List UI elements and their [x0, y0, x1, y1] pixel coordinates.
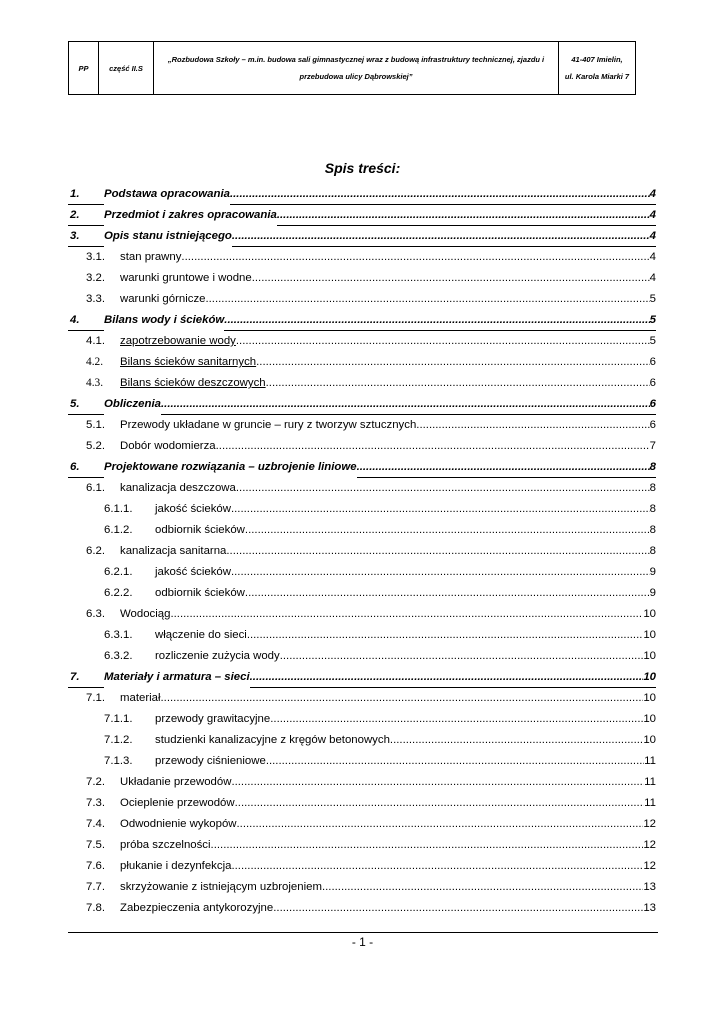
toc-entry-page: 8 [649, 461, 656, 473]
toc-entry-number: 6.2.2. [104, 587, 133, 599]
toc-entry-number: 5.2. [86, 440, 105, 452]
toc-entry-page: 12 [643, 860, 656, 872]
toc-entry[interactable] [68, 709, 656, 730]
toc-entry[interactable] [68, 835, 656, 856]
toc-entry-page: 8 [649, 524, 656, 536]
toc-entry[interactable] [68, 583, 656, 604]
toc-entry-number: 5.1. [86, 419, 105, 431]
table-of-contents [68, 184, 656, 919]
toc-entry-page: 4 [649, 230, 656, 242]
toc-entry[interactable] [68, 226, 656, 247]
toc-entry-number: 6.2. [86, 545, 105, 557]
toc-entry-page: 8 [649, 503, 656, 515]
toc-entry[interactable] [68, 814, 656, 835]
toc-entry-number: 7.2. [86, 776, 105, 788]
toc-entry-number: 4.3. [86, 377, 104, 389]
toc-entry-page: 10 [643, 629, 656, 641]
toc-entry-number: 3.2. [86, 272, 105, 284]
toc-entry-page: 11 [644, 755, 656, 767]
toc-entry-number: 7.1. [86, 692, 105, 704]
toc-entry-page: 6 [649, 398, 656, 410]
toc-entry-page: 6 [649, 356, 656, 368]
toc-entry-label: Bilans ścieków deszczowych [120, 373, 266, 394]
toc-entry-number: 6.1.1. [104, 503, 133, 515]
toc-entry-label: Opis stanu istniejącego [104, 226, 232, 247]
toc-entry[interactable] [68, 394, 656, 415]
toc-entry-page: 10 [643, 734, 656, 746]
toc-entry-label: jakość ścieków [155, 562, 231, 583]
toc-entry-number: 1. [70, 188, 80, 200]
header-address [559, 42, 635, 94]
toc-entry[interactable] [68, 688, 656, 709]
toc-entry[interactable] [68, 772, 656, 793]
toc-entry-label: Bilans ścieków sanitarnych [120, 352, 256, 373]
toc-entry-label: przewody ciśnieniowe [155, 751, 266, 772]
toc-entry-number: 3.3. [86, 293, 105, 305]
toc-entry-label: stan prawny [120, 247, 181, 268]
toc-entry[interactable] [68, 352, 656, 373]
toc-entry[interactable] [68, 562, 656, 583]
toc-entry[interactable] [68, 205, 656, 226]
toc-entry-page: 12 [643, 839, 656, 851]
toc-entry-page: 5 [649, 314, 656, 326]
toc-entry-label: Przedmiot i zakres opracowania [104, 205, 277, 226]
toc-entry-number: 4. [70, 314, 80, 326]
toc-entry-number: 4.1. [86, 335, 105, 347]
footer-divider [68, 932, 658, 933]
toc-entry[interactable] [68, 457, 656, 478]
toc-entry[interactable] [68, 373, 656, 394]
toc-entry-number: 6.3.2. [104, 650, 133, 662]
toc-entry-label: skrzyżowanie z istniejącym uzbrojeniem [120, 877, 322, 898]
toc-entry-number: 3. [70, 230, 80, 242]
toc-entry-number: 2. [70, 209, 80, 221]
toc-entry-label: Dobór wodomierza [120, 436, 216, 457]
toc-entry-number: 7.7. [86, 881, 105, 893]
toc-entry-number: 7.1.3. [104, 755, 133, 767]
header-project-title: „Rozbudowa Szkoły – m.in. budowa sali gimnastycznej wraz z budową infrastruktury technicznej, zjazdu i przebudowa ulicy Dąbrowskiej” [154, 42, 559, 94]
toc-entry-number: 6.1. [86, 482, 105, 494]
toc-entry-label: warunki górnicze [120, 289, 205, 310]
toc-entry[interactable] [68, 478, 656, 499]
toc-entry-number: 4.2. [86, 356, 104, 368]
toc-entry[interactable] [68, 415, 656, 436]
toc-entry[interactable] [68, 793, 656, 814]
toc-entry-number: 6. [70, 461, 80, 473]
toc-entry-number: 7.4. [86, 818, 105, 830]
toc-entry-label: Wodociąg [120, 604, 170, 625]
toc-entry-label: płukanie i dezynfekcja [120, 856, 231, 877]
toc-entry-label: rozliczenie zużycia wody [155, 646, 280, 667]
toc-entry-number: 7. [70, 671, 80, 683]
toc-entry-number: 5. [70, 398, 80, 410]
toc-entry-page: 6 [649, 419, 656, 431]
toc-entry-page: 12 [643, 818, 656, 830]
toc-entry[interactable] [68, 877, 656, 898]
toc-entry-label: Przewody układane w gruncie – rury z tworzyw sztucznych [120, 415, 416, 436]
toc-entry-page: 5 [649, 293, 656, 305]
toc-entry[interactable] [68, 856, 656, 877]
toc-entry-label: kanalizacja deszczowa [120, 478, 236, 499]
toc-entry-page: 11 [644, 776, 656, 788]
page-number: - 1 - [351, 935, 374, 949]
toc-entry-number: 7.1.2. [104, 734, 133, 746]
header-part: część II.S [99, 42, 154, 94]
toc-entry-page: 7 [649, 440, 656, 452]
toc-entry[interactable] [68, 625, 656, 646]
toc-entry-page: 5 [649, 335, 656, 347]
toc-entry-number: 7.5. [86, 839, 105, 851]
toc-entry-page: 10 [643, 671, 656, 683]
toc-entry-page: 4 [649, 272, 656, 284]
toc-entry-page: 8 [649, 545, 656, 557]
toc-entry[interactable] [68, 184, 656, 205]
toc-entry[interactable] [68, 310, 656, 331]
toc-entry-label: jakość ścieków [155, 499, 231, 520]
toc-entry-page: 10 [643, 692, 656, 704]
toc-entry-number: 3.1. [86, 251, 105, 263]
toc-entry-label: materiał [120, 688, 161, 709]
toc-entry[interactable] [68, 436, 656, 457]
toc-entry-page: 8 [649, 482, 656, 494]
toc-entry[interactable] [68, 520, 656, 541]
toc-entry[interactable] [68, 499, 656, 520]
toc-entry[interactable] [68, 898, 656, 919]
toc-entry-label: odbiornik ścieków [155, 520, 245, 541]
toc-entry[interactable] [68, 541, 656, 562]
toc-entry-page: 4 [649, 251, 656, 263]
toc-entry-page: 13 [643, 902, 656, 914]
toc-entry-label: warunki gruntowe i wodne [120, 268, 252, 289]
toc-entry-label: przewody grawitacyjne [155, 709, 270, 730]
header-address-street: ul. Karola Miarki 7 [564, 72, 630, 81]
toc-entry-page: 11 [644, 797, 656, 809]
header-address-city: 41-407 Imielin, [571, 55, 623, 64]
toc-entry-label: Projektowane rozwiązania – uzbrojenie liniowe [104, 457, 357, 478]
toc-entry-number: 6.3. [86, 608, 105, 620]
toc-entry-label: Materiały i armatura – sieci [104, 667, 250, 688]
toc-entry-number: 7.1.1. [104, 713, 133, 725]
toc-entry-label: zapotrzebowanie wody [120, 331, 236, 352]
toc-entry-page: 13 [643, 881, 656, 893]
toc-entry-number: 6.1.2. [104, 524, 133, 536]
toc-entry-label: Układanie przewodów [120, 772, 231, 793]
toc-entry-label: Zabezpieczenia antykorozyjne [120, 898, 273, 919]
toc-entry[interactable] [68, 247, 656, 268]
toc-entry[interactable] [68, 667, 656, 688]
toc-entry-number: 6.2.1. [104, 566, 133, 578]
toc-entry[interactable] [68, 604, 656, 625]
toc-entry-label: Podstawa opracowania [104, 184, 230, 205]
toc-entry-label: kanalizacja sanitarna [120, 541, 226, 562]
toc-entry[interactable] [68, 289, 656, 310]
toc-entry-number: 7.8. [86, 902, 105, 914]
toc-entry-label: włączenie do sieci [155, 625, 247, 646]
toc-entry-page: 4 [649, 188, 656, 200]
toc-entry[interactable] [68, 730, 656, 751]
toc-entry-page: 4 [649, 209, 656, 221]
toc-entry-page: 10 [643, 713, 656, 725]
toc-entry[interactable] [68, 268, 656, 289]
toc-entry-number: 7.3. [86, 797, 105, 809]
toc-entry-page: 6 [649, 377, 656, 389]
toc-entry-number: 6.3.1. [104, 629, 133, 641]
toc-entry-label: Odwodnienie wykopów [120, 814, 237, 835]
toc-entry-label: Bilans wody i ścieków [104, 310, 224, 331]
toc-entry-page: 9 [649, 587, 656, 599]
toc-entry-label: próba szczelności [120, 835, 211, 856]
toc-entry[interactable] [68, 646, 656, 667]
toc-entry-page: 9 [649, 566, 656, 578]
toc-entry-label: odbiornik ścieków [155, 583, 245, 604]
toc-entry-number: 7.6. [86, 860, 105, 872]
toc-title: Spis treści: [324, 160, 401, 176]
toc-entry-label: Obliczenia [104, 394, 161, 415]
toc-entry[interactable] [68, 751, 656, 772]
toc-entry-page: 10 [643, 650, 656, 662]
toc-entry-page: 10 [643, 608, 656, 620]
toc-entry[interactable] [68, 331, 656, 352]
page-header [68, 41, 636, 95]
toc-entry-label: Ocieplenie przewodów [120, 793, 235, 814]
toc-entry-label: studzienki kanalizacyjne z kręgów betonowych [155, 730, 390, 751]
header-doc-type: PP [69, 42, 99, 94]
